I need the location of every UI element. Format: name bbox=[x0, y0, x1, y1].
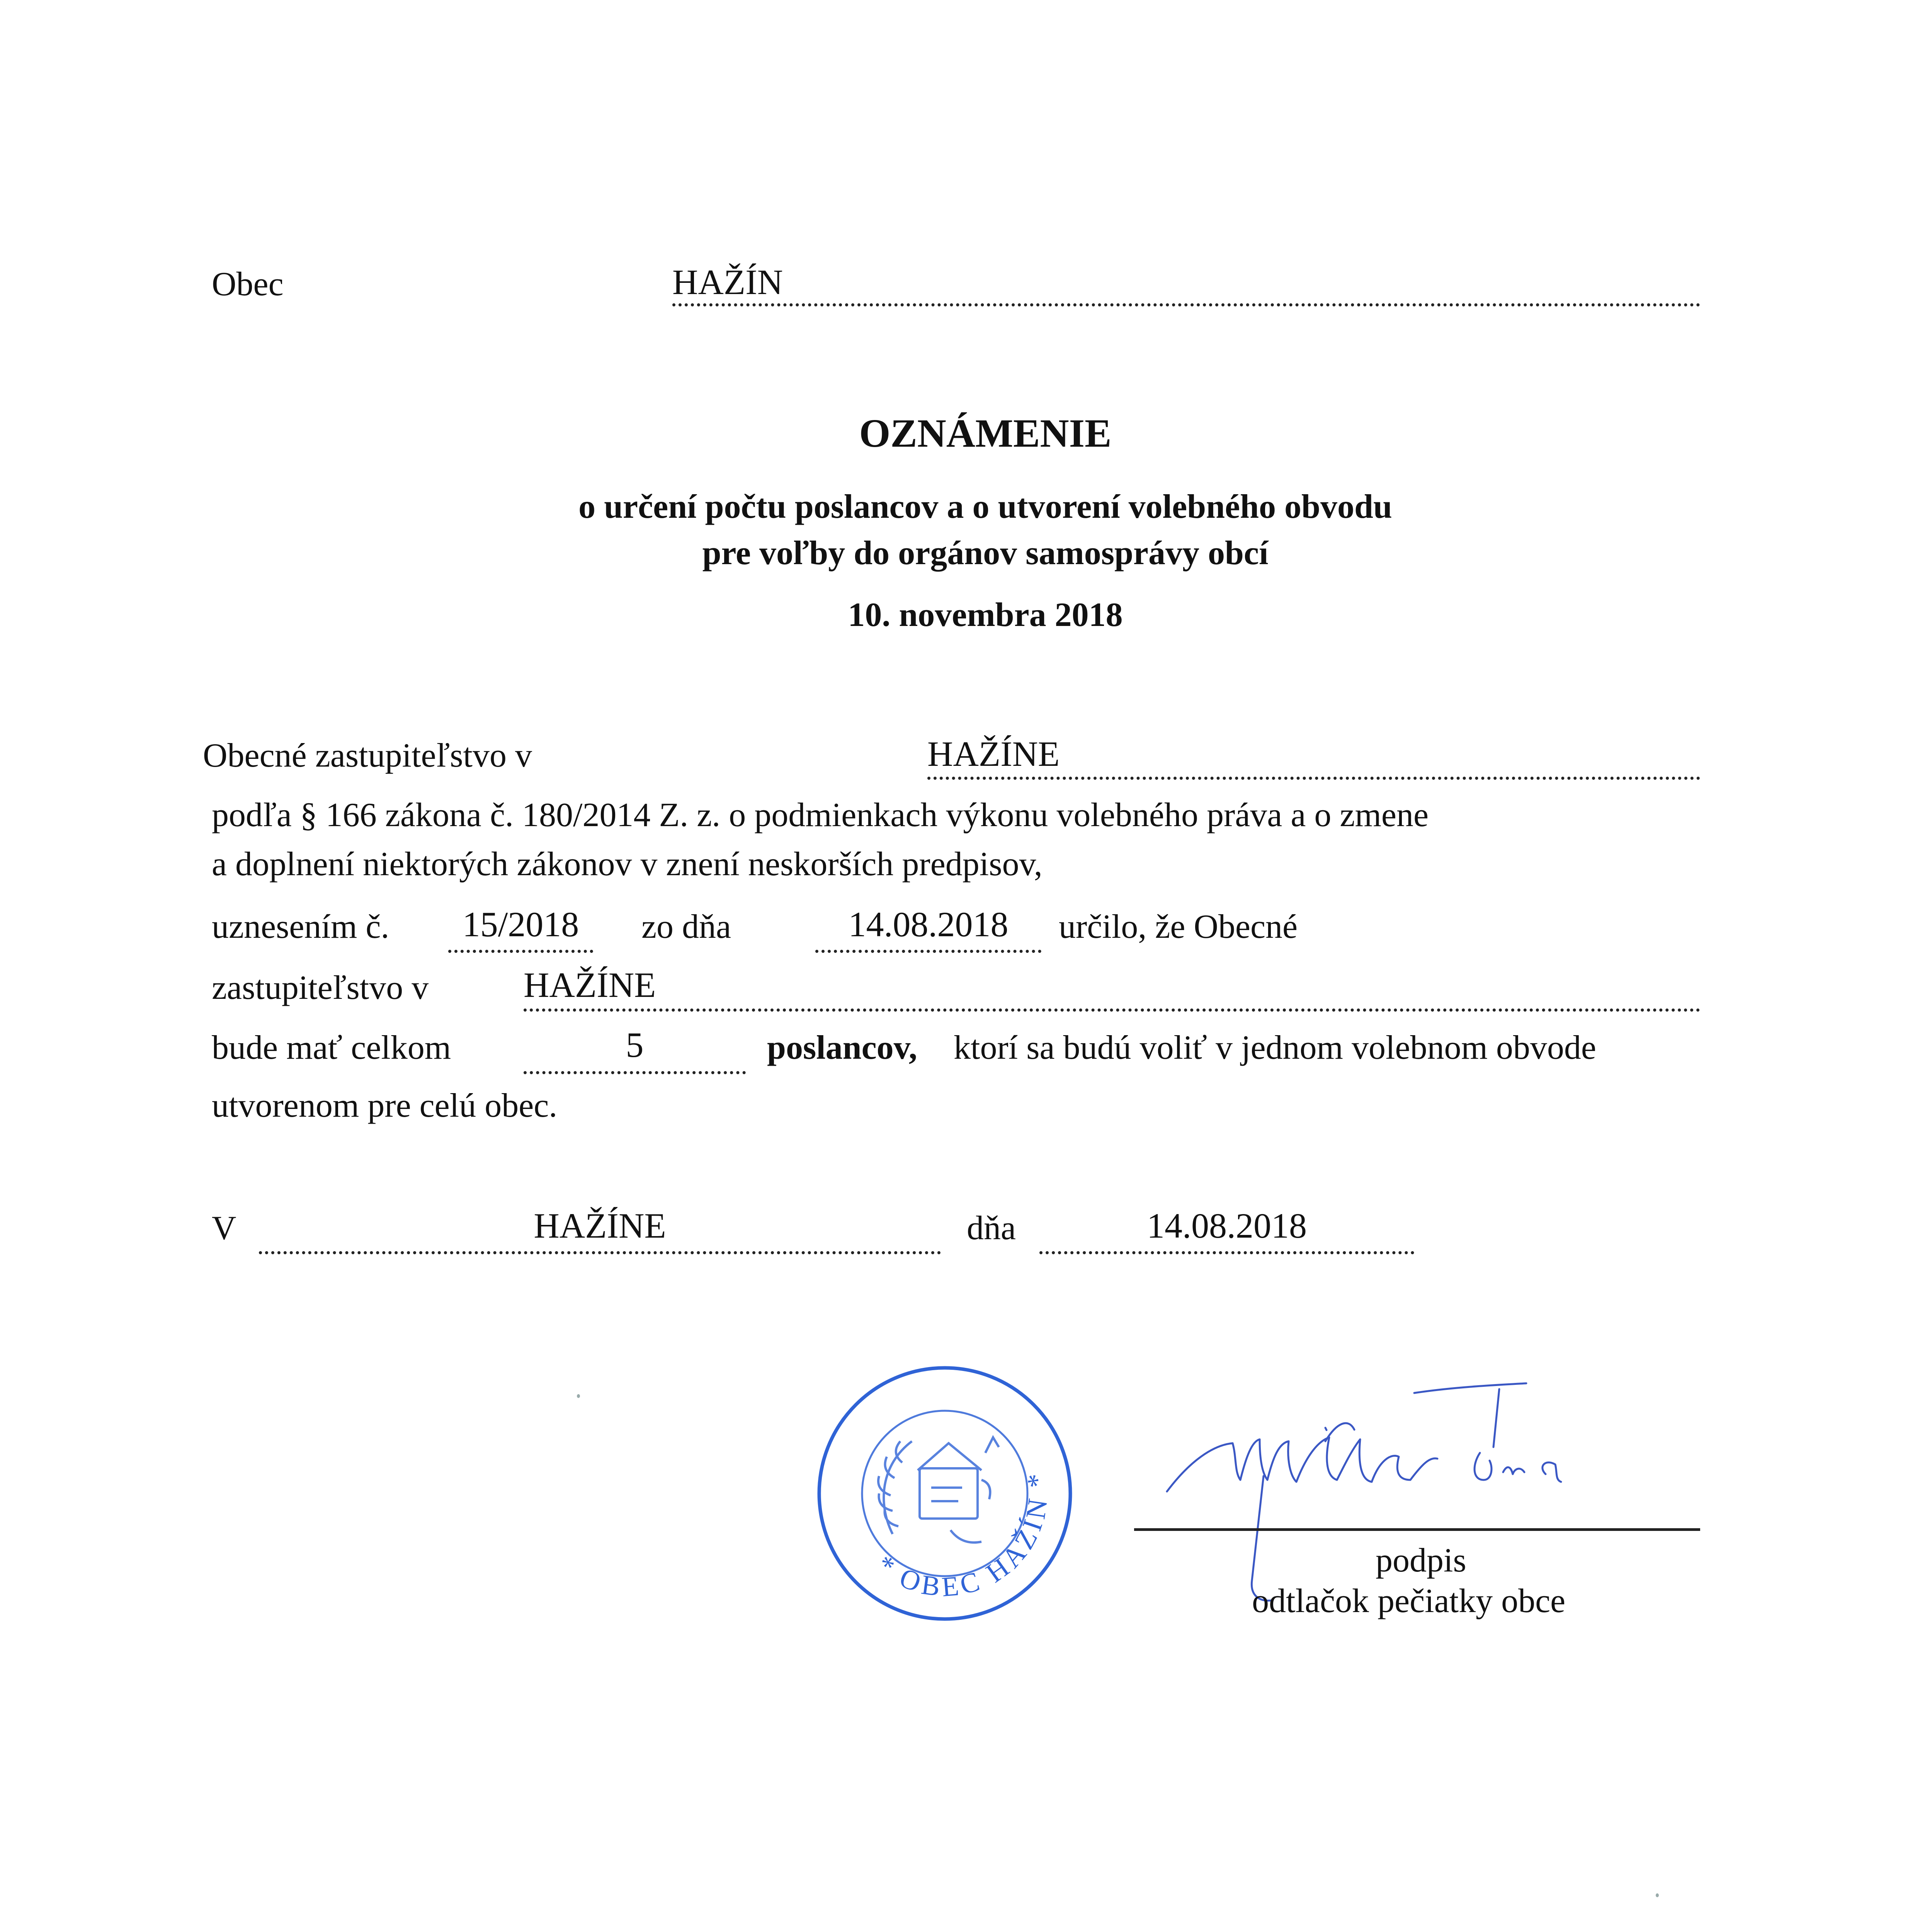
total-dotted-line bbox=[524, 1071, 746, 1074]
resolution-date: 14.08.2018 bbox=[848, 905, 1009, 944]
place-dotted-line bbox=[259, 1251, 941, 1254]
municipal-seal-icon bbox=[815, 1364, 1074, 1623]
resolution-dotted-line bbox=[448, 950, 593, 953]
obec-label: Obec bbox=[212, 265, 284, 303]
last-body-line: utvorenom pre celú obec. bbox=[212, 1087, 558, 1124]
council-2-dotted-line bbox=[524, 1009, 1700, 1012]
subtitle-line-1: o určení počtu poslancov a o utvorení volebného obvodu bbox=[578, 488, 1392, 526]
signature-line bbox=[1134, 1528, 1700, 1531]
obec-dotted-line bbox=[672, 303, 1700, 306]
council-dotted-line bbox=[927, 777, 1700, 780]
place-value: HAŽÍNE bbox=[534, 1206, 666, 1245]
determined-text: určilo, že Obecné bbox=[1059, 908, 1298, 946]
scan-speck bbox=[577, 1394, 580, 1398]
date-dna-label: dňa bbox=[967, 1209, 1016, 1247]
place-date-value: 14.08.2018 bbox=[1147, 1206, 1307, 1245]
scan-speck bbox=[1656, 1893, 1659, 1897]
from-label: zo dňa bbox=[641, 908, 731, 946]
seal-text: * OBEC HAŽÍN * bbox=[871, 1467, 1054, 1603]
signature-caption: podpis bbox=[1376, 1542, 1466, 1579]
council-label-2: zastupiteľstvo v bbox=[212, 969, 429, 1007]
total-label: bude mať celkom bbox=[212, 1029, 451, 1066]
subtitle-line-2: pre voľby do orgánov samosprávy obcí bbox=[702, 534, 1269, 572]
council-label: Obecné zastupiteľstvo v bbox=[203, 737, 532, 774]
law-reference-line: podľa § 166 zákona č. 180/2014 Z. z. o podmienkach výkonu volebného práva a o zmene bbox=[212, 796, 1429, 834]
election-date: 10. novembra 2018 bbox=[848, 596, 1123, 634]
deputies-rest-text: ktorí sa budú voliť v jednom volebnom obvode bbox=[954, 1029, 1596, 1066]
council-value-2: HAŽÍNE bbox=[524, 965, 656, 1005]
resolution-date-dotted-line bbox=[815, 950, 1041, 953]
resolution-label: uznesením č. bbox=[212, 908, 389, 946]
resolution-number: 15/2018 bbox=[462, 905, 579, 944]
council-value: HAŽÍNE bbox=[927, 734, 1060, 774]
obec-value: HAŽÍN bbox=[672, 262, 783, 302]
stamp-caption: odtlačok pečiatky obce bbox=[1252, 1582, 1566, 1620]
law-reference-line-2: a doplnení niektorých zákonov v znení neskorších predpisov, bbox=[212, 845, 1043, 883]
place-v-label: V bbox=[212, 1209, 236, 1247]
total-deputies-value: 5 bbox=[626, 1025, 644, 1065]
place-date-dotted-line bbox=[1039, 1251, 1414, 1254]
deputies-bold-text: poslancov, bbox=[767, 1029, 917, 1066]
svg-text:* OBEC HAŽÍN * bbox=[871, 1467, 1054, 1603]
document-title: OZNÁMENIE bbox=[859, 411, 1112, 456]
